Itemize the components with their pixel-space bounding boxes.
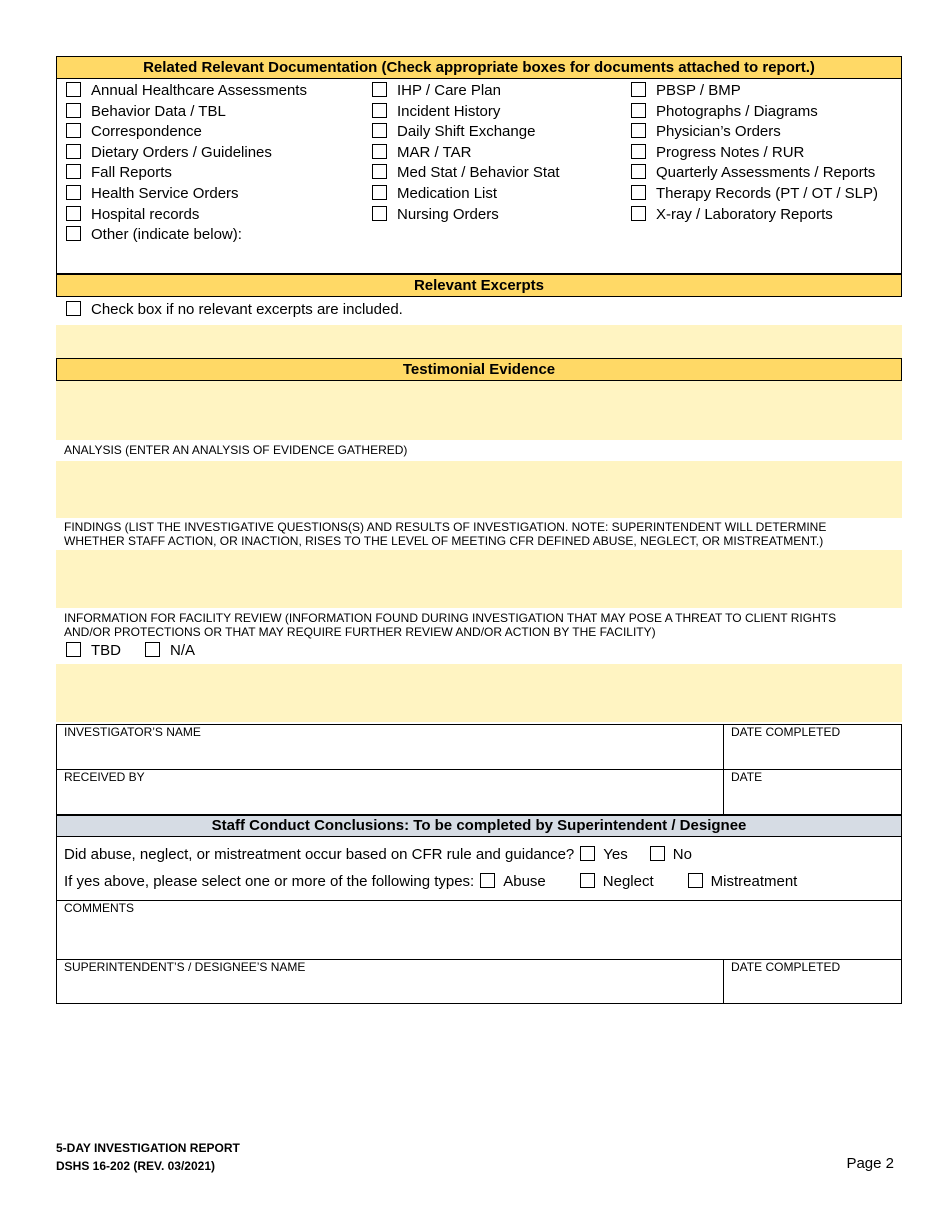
documentation-item-label: Daily Shift Exchange <box>397 123 536 141</box>
documentation-item <box>372 184 497 204</box>
occurrence-question: Did abuse, neglect, or mistreatment occur based on CFR rule and guidance? <box>64 846 575 863</box>
documentation-header: Related Relevant Documentation (Check appropriate boxes for documents attached to report.) <box>56 56 902 79</box>
received-by-label: RECEIVED BY <box>64 770 145 784</box>
investigator-name-field[interactable] <box>60 741 720 767</box>
documentation-item-label: IHP / Care Plan <box>397 82 501 99</box>
documentation-checkbox[interactable] <box>631 185 646 200</box>
documentation-checkbox[interactable] <box>66 226 81 241</box>
abuse-label: Abuse <box>503 873 546 890</box>
findings-label-line2: WHETHER STAFF ACTION, OR INACTION, RISES TO THE LEVEL OF MEETING CFR DEFINED ABUSE, NEGLECT, OR MISTREATMENT.) <box>64 534 824 548</box>
documentation-item <box>66 143 272 163</box>
footer-title: 5-DAY INVESTIGATION REPORT <box>56 1141 240 1155</box>
documentation-item <box>631 184 878 204</box>
documentation-item-label: PBSP / BMP <box>656 82 741 99</box>
documentation-checkbox[interactable] <box>66 103 81 118</box>
superintendent-name-field[interactable] <box>60 976 720 1001</box>
documentation-checkbox[interactable] <box>631 82 646 97</box>
investigator-date-completed-label: DATE COMPLETED <box>731 725 841 739</box>
documentation-item <box>66 205 199 225</box>
documentation-checkbox[interactable] <box>631 206 646 221</box>
excerpts-header: Relevant Excerpts <box>56 274 902 297</box>
na-label: N/A <box>170 642 196 659</box>
documentation-checkbox[interactable] <box>631 144 646 159</box>
yes-checkbox[interactable] <box>580 846 595 861</box>
documentation-checkbox[interactable] <box>66 82 81 97</box>
facility-review-label-line2: AND/OR PROTECTIONS OR THAT MAY REQUIRE FURTHER REVIEW AND/OR ACTION BY THE FACILITY) <box>64 625 656 639</box>
abuse-checkbox[interactable] <box>480 873 495 888</box>
documentation-item <box>66 122 202 142</box>
documentation-item-label: Fall Reports <box>91 164 172 182</box>
documentation-checkbox[interactable] <box>372 103 387 118</box>
investigator-divider-horizontal <box>56 769 902 770</box>
facility-review-entry-field[interactable] <box>56 664 902 722</box>
documentation-item <box>372 122 535 142</box>
documentation-item-label: MAR / TAR <box>397 143 472 161</box>
documentation-item <box>631 163 875 183</box>
documentation-item-label: X-ray / Laboratory Reports <box>656 205 833 223</box>
documentation-item-label: Med Stat / Behavior Stat <box>397 164 560 182</box>
documentation-checkbox[interactable] <box>66 144 81 159</box>
analysis-label: ANALYSIS (ENTER AN ANALYSIS OF EVIDENCE GATHERED) <box>64 443 408 457</box>
no-excerpts-label: Check box if no relevant excerpts are included. <box>91 301 403 318</box>
documentation-checkbox[interactable] <box>372 82 387 97</box>
analysis-entry-field[interactable] <box>56 461 902 518</box>
documentation-checkbox[interactable] <box>372 206 387 221</box>
types-question-row <box>64 872 797 892</box>
documentation-item <box>372 102 500 122</box>
documentation-item-label: Health Service Orders <box>91 185 239 202</box>
documentation-item-label: Behavior Data / TBL <box>91 102 226 120</box>
na-row <box>145 641 195 661</box>
documentation-item-label: Therapy Records (PT / OT / SLP) <box>656 185 879 202</box>
mistreatment-checkbox[interactable] <box>688 873 703 888</box>
occurrence-question-row <box>64 845 692 865</box>
documentation-checkbox[interactable] <box>372 144 387 159</box>
documentation-item-label: Medication List <box>397 185 498 202</box>
documentation-item <box>631 122 781 142</box>
documentation-item-label: Physician’s Orders <box>656 123 781 141</box>
documentation-checkbox[interactable] <box>631 123 646 138</box>
tbd-label: TBD <box>91 642 121 659</box>
excerpts-entry-field[interactable] <box>56 325 902 358</box>
documentation-checkbox[interactable] <box>372 123 387 138</box>
documentation-checkbox[interactable] <box>631 103 646 118</box>
comments-divider-top <box>56 900 902 901</box>
documentation-item-label: Progress Notes / RUR <box>656 143 805 161</box>
neglect-label: Neglect <box>602 873 654 890</box>
comments-label: COMMENTS <box>64 901 134 915</box>
documentation-checkbox[interactable] <box>66 123 81 138</box>
no-label: No <box>672 846 692 863</box>
documentation-item-label: Incident History <box>397 102 501 120</box>
tbd-row <box>66 641 121 661</box>
findings-label-line1: FINDINGS (LIST THE INVESTIGATIVE QUESTIONS(S) AND RESULTS OF INVESTIGATION. NOTE: SUPERINTENDENT WILL DETERMINE <box>64 520 827 534</box>
neglect-checkbox[interactable] <box>580 873 595 888</box>
documentation-item-label: Photographs / Diagrams <box>656 102 818 120</box>
documentation-checkbox[interactable] <box>66 206 81 221</box>
types-question: If yes above, please select one or more of the following types: <box>64 873 475 890</box>
documentation-checkbox[interactable] <box>631 164 646 179</box>
documentation-item <box>372 81 501 101</box>
testimonial-entry-field[interactable] <box>56 381 902 440</box>
documentation-item <box>66 163 172 183</box>
investigator-date-completed-field[interactable] <box>727 741 897 767</box>
facility-review-label-line1: INFORMATION FOR FACILITY REVIEW (INFORMATION FOUND DURING INVESTIGATION THAT MAY POSE A THREAT TO CLIENT RIGHTS <box>64 611 837 625</box>
yes-label: Yes <box>603 846 628 863</box>
conclusions-header: Staff Conduct Conclusions: To be completed by Superintendent / Designee <box>56 815 902 837</box>
documentation-item <box>66 184 239 204</box>
comments-field[interactable] <box>60 917 898 957</box>
documentation-item <box>631 205 833 225</box>
findings-entry-field[interactable] <box>56 550 902 608</box>
superintendent-divider-vertical <box>723 959 724 1004</box>
footer-form-number: DSHS 16-202 (REV. 03/2021) <box>56 1159 215 1173</box>
documentation-checkbox[interactable] <box>66 185 81 200</box>
documentation-item <box>372 143 471 163</box>
no-excerpts-checkbox[interactable] <box>66 301 81 316</box>
superintendent-date-completed-label: DATE COMPLETED <box>731 960 841 974</box>
documentation-item <box>66 81 307 101</box>
mistreatment-label: Mistreatment <box>710 873 798 890</box>
investigator-name-label: INVESTIGATOR’S NAME <box>64 725 201 739</box>
documentation-item-label: Annual Healthcare Assessments <box>91 82 307 99</box>
received-by-field[interactable] <box>60 786 720 812</box>
documentation-item <box>631 81 741 101</box>
footer-page-number: Page 2 <box>846 1155 894 1172</box>
documentation-item <box>66 102 226 122</box>
no-excerpts-row <box>66 300 403 320</box>
documentation-item <box>66 225 242 245</box>
tbd-checkbox[interactable] <box>66 642 81 657</box>
superintendent-name-label: SUPERINTENDENT’S / DESIGNEE’S NAME <box>64 960 306 974</box>
received-date-label: DATE <box>731 770 763 784</box>
testimonial-header: Testimonial Evidence <box>56 358 902 381</box>
documentation-checkbox[interactable] <box>372 164 387 179</box>
documentation-item-label: Nursing Orders <box>397 205 499 223</box>
documentation-checkbox[interactable] <box>372 185 387 200</box>
documentation-item-label: Other (indicate below): <box>91 226 242 244</box>
na-checkbox[interactable] <box>145 642 160 657</box>
documentation-item-label: Quarterly Assessments / Reports <box>656 164 876 182</box>
documentation-item-label: Dietary Orders / Guidelines <box>91 143 272 161</box>
documentation-checkbox[interactable] <box>66 164 81 179</box>
documentation-item <box>631 102 818 122</box>
documentation-item <box>631 143 804 163</box>
documentation-item <box>372 163 560 183</box>
superintendent-date-completed-field[interactable] <box>727 976 897 1001</box>
documentation-item <box>372 205 499 225</box>
no-checkbox[interactable] <box>650 846 665 861</box>
documentation-item-label: Hospital records <box>91 205 200 223</box>
received-date-field[interactable] <box>727 786 897 812</box>
documentation-item-label: Correspondence <box>91 123 202 141</box>
